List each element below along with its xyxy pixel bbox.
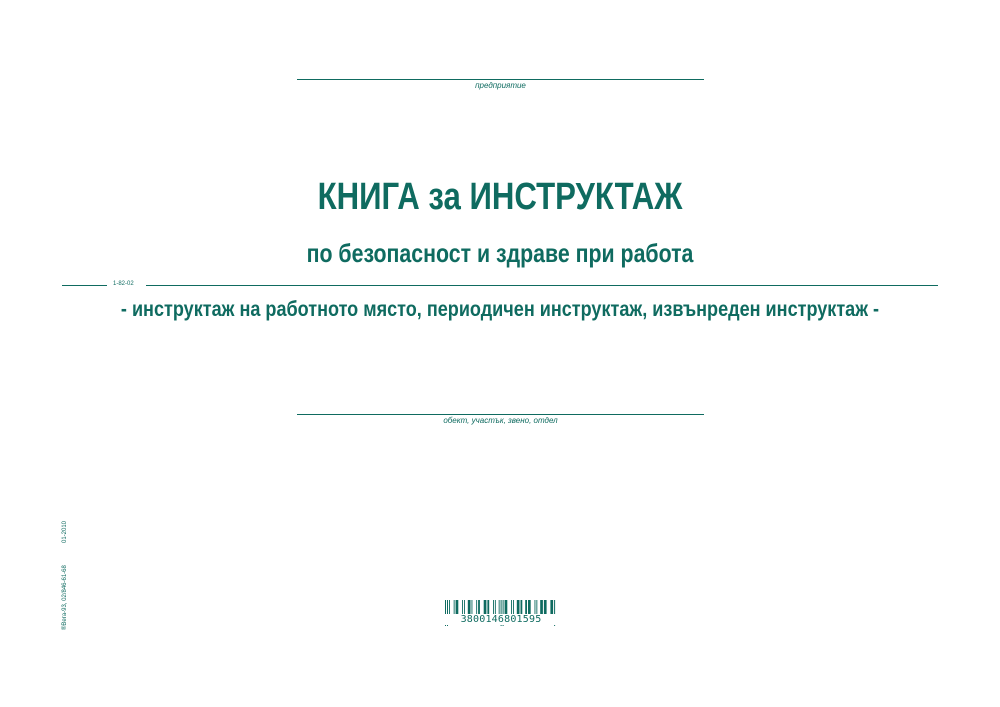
instruction-types: - инструктаж на работното място, периодичен инструктаж, извънреден инструктаж -	[120, 298, 880, 321]
enterprise-line	[297, 79, 704, 80]
form-code: 1-82-02	[113, 281, 134, 287]
enterprise-caption: предприятие	[475, 81, 526, 90]
divider-line-right	[146, 285, 938, 286]
page-title: КНИГА за ИНСТРУКТАЖ	[317, 176, 683, 218]
date-code: 01-2010	[62, 520, 68, 543]
divider-line-left	[62, 285, 107, 286]
object-caption: обект, участък, звено, отдел	[443, 416, 558, 425]
object-line	[297, 414, 704, 415]
barcode-number: 3800146801595	[441, 614, 561, 625]
publisher-info: ®Вега-93, 02/846-61-68	[62, 565, 68, 630]
page-subtitle: по безопасност и здраве при работа	[306, 238, 694, 268]
